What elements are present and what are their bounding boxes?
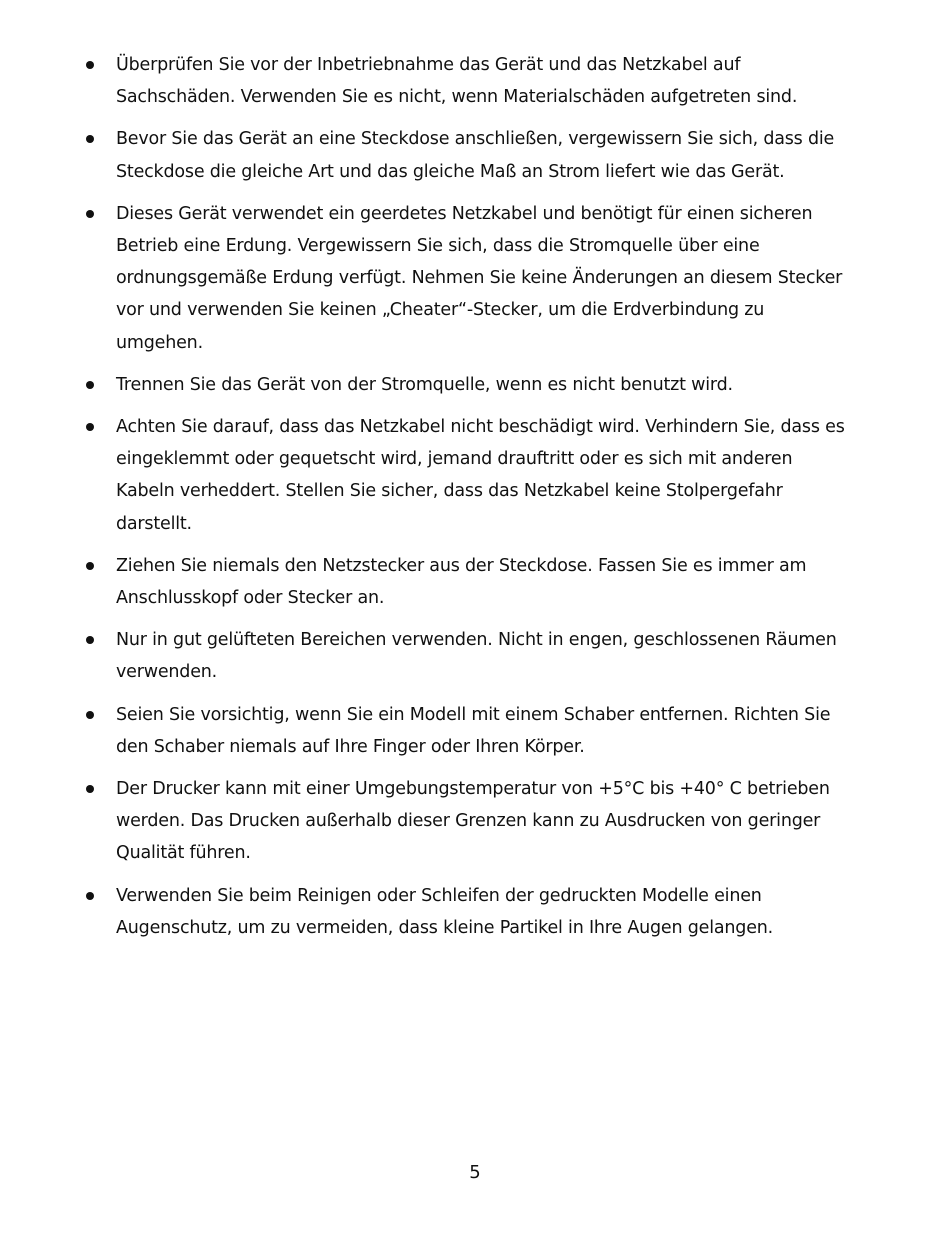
list-item: [86, 624, 846, 688]
bullet-icon: [86, 423, 94, 431]
list-item-text: Überprüfen Sie vor der Inbetriebnahme das Gerät und das Netzkabel auf Sachschäden. Verwenden Sie es nicht, wenn Materialschäden aufgetreten sind.: [116, 55, 798, 108]
list-item: [86, 880, 846, 944]
bullet-icon: [86, 562, 94, 570]
bullet-icon: [86, 210, 94, 218]
list-item: [86, 369, 846, 401]
bullet-icon: [86, 61, 94, 69]
list-item-text: Dieses Gerät verwendet ein geerdetes Netzkabel und benötigt für einen sicheren Betrieb eine Erdung. Vergewissern Sie sich, dass die Stromquelle über eine ordnungsgemäße Erdung verfügt. Nehmen Sie keine Änderungen an diesem Stecker vor und verwenden Sie keinen „Cheater“-Stecker, um die Erdverbindung zu umgehen.: [116, 203, 843, 353]
list-item: [86, 411, 846, 540]
page-number: 5: [469, 1162, 481, 1183]
list-item-text: Der Drucker kann mit einer Umgebungstemperatur von +5°C bis +40° C betrieben werden. Das Drucken außerhalb dieser Grenzen kann zu Ausdrucken von geringer Qualität führen.: [116, 779, 830, 864]
bullet-icon: [86, 711, 94, 719]
bullet-icon: [86, 381, 94, 389]
list-item-text: Trennen Sie das Gerät von der Stromquelle, wenn es nicht benutzt wird.: [116, 374, 733, 395]
bullet-icon: [86, 785, 94, 793]
bullet-icon: [86, 636, 94, 644]
list-item-text: Seien Sie vorsichtig, wenn Sie ein Modell mit einem Schaber entfernen. Richten Sie den Schaber niemals auf Ihre Finger oder Ihren Körper.: [116, 704, 831, 757]
list-item-text: Achten Sie darauf, dass das Netzkabel nicht beschädigt wird. Verhindern Sie, dass es eingeklemmt oder gequetscht wird, jemand drauftritt oder es sich mit anderen Kabeln verheddert. Stellen Sie sicher, dass das Netzkabel keine Stolpergefahr darstellt.: [116, 417, 845, 534]
list-item: [86, 773, 846, 870]
bullet-icon: [86, 135, 94, 143]
list-item: [86, 123, 846, 187]
list-item-text: Bevor Sie das Gerät an eine Steckdose anschließen, vergewissern Sie sich, dass die Steckdose die gleiche Art und das gleiche Maß an Strom liefert wie das Gerät.: [116, 129, 835, 182]
list-item: [86, 699, 846, 763]
list-item-text: Nur in gut gelüfteten Bereichen verwenden. Nicht in engen, geschlossenen Räumen verwenden.: [116, 630, 837, 683]
list-item-text: Verwenden Sie beim Reinigen oder Schleifen der gedruckten Modelle einen Augenschutz, um zu vermeiden, dass kleine Partikel in Ihre Augen gelangen.: [116, 885, 774, 938]
list-item: [86, 550, 846, 614]
list-item: [86, 49, 846, 113]
list-item: [86, 198, 846, 359]
bullet-icon: [86, 892, 94, 900]
safety-instructions-list: [86, 49, 846, 954]
list-item-text: Ziehen Sie niemals den Netzstecker aus der Steckdose. Fassen Sie es immer am Anschlusskopf oder Stecker an.: [116, 555, 807, 609]
